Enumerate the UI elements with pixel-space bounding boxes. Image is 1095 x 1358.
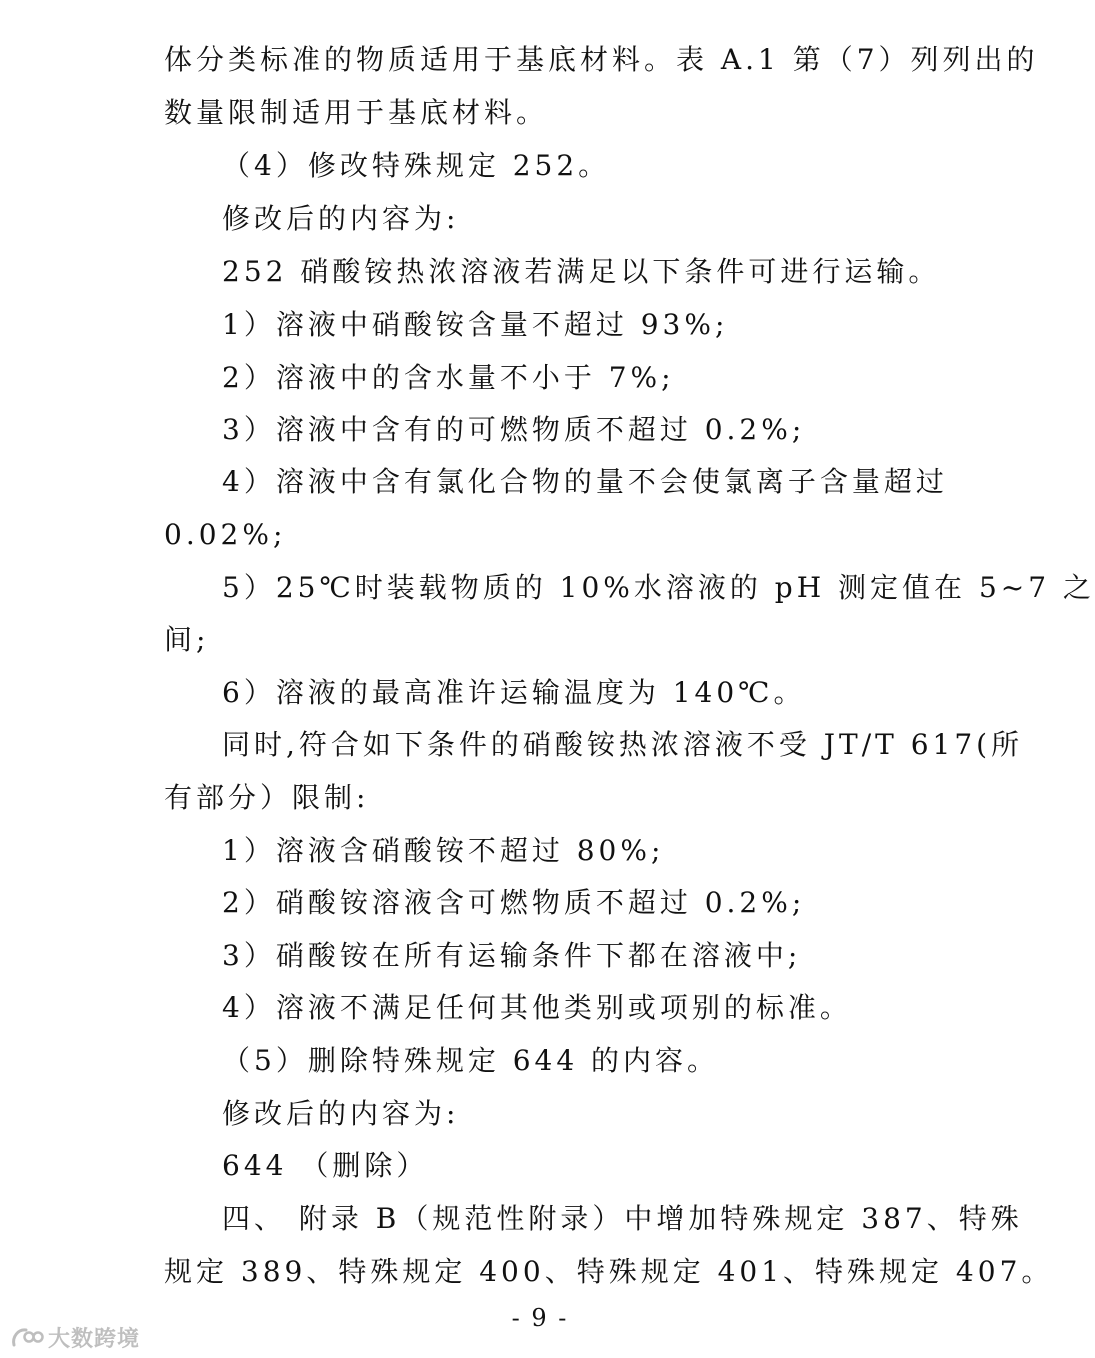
watermark-text: 大数跨境 bbox=[48, 1327, 141, 1352]
logo-icon bbox=[10, 1325, 44, 1351]
document-page: 体分类标准的物质适用于基底材料。表 A.1 第（7）列列出的 数量限制适用于基底材料。 （4）修改特殊规定 252。 修改后的内容为: 252 硝酸铵热浓溶液若满足以下条件可进行运输。 1）溶液中硝酸铵含量不超过 93%; 2）溶液中的含水量不小于 7%; 3）溶液中含有的可燃物质不超过 0.2%; 4）溶液中含有氯化合物的量不会使氯离子含量超过 0.02%; 5）25℃时装载物质的 10%水溶液的 pH 测定值在 5~7 之 间; 6）溶液的最高准许运输温度为 140℃。 同时,符合如下条件的硝酸铵热浓溶液不受 JT/T 617(所 有部分）限制: 1）溶液含硝酸铵不超过 80%; 2）硝酸铵溶液含可燃物质不超过 0.2%; 3）硝酸铵在所有运输条件下都在溶液中; 4）溶液不满足任何其他类别或项别的标准。 （5）删除特殊规定 644 的内容。 修改后的内容为: 644 （删除） 四、 附录 B（规范性附录）中增加特殊规定 387、特殊 规定 389、特殊规定 400、特殊规定 401、特殊规定 407。 - 9 - 大数跨境 bbox=[0, 0, 1080, 1358]
watermark bbox=[10, 1322, 140, 1353]
page-number: - 9 - bbox=[511, 1304, 569, 1332]
